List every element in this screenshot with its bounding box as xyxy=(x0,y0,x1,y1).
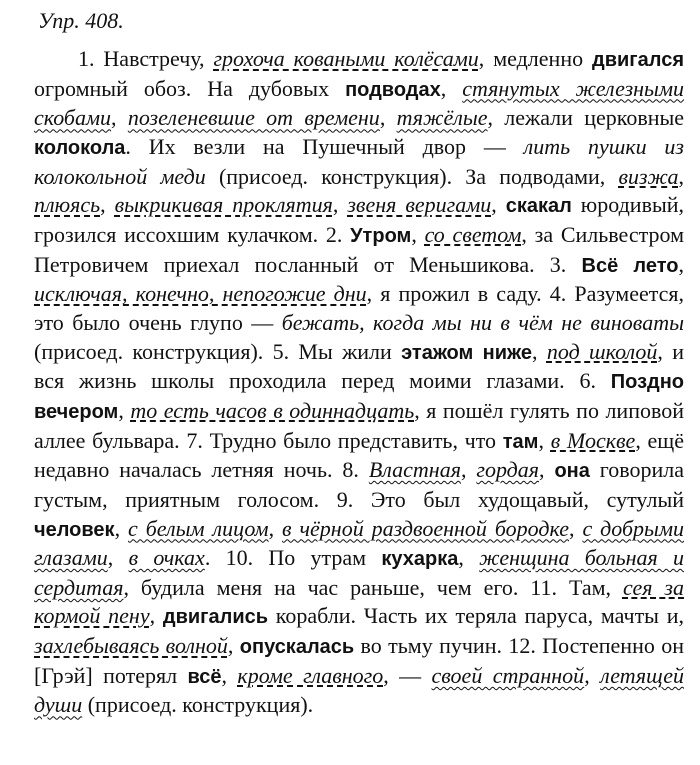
wavy-underlined-phrase: позеленевшие от времени xyxy=(127,105,380,131)
dash-underlined-phrase: под школой xyxy=(546,338,658,364)
text-run: , будила меня на час раньше, чем его. 11. Там, xyxy=(123,574,623,600)
text-run: , xyxy=(227,633,240,659)
dash-underlined-phrase: сея за кормой пену xyxy=(34,574,684,629)
text-run: , лежали церковные xyxy=(487,105,685,131)
text-run: , xyxy=(532,338,547,364)
text-run: , я пошёл гулять по липовой аллее бульвара. 7. Трудно было представить, что xyxy=(34,397,684,453)
text-run: , xyxy=(268,515,283,541)
bold-word: кухарка xyxy=(381,548,459,571)
bold-word: скакал xyxy=(505,195,572,218)
bold-word: опускалась xyxy=(239,636,355,659)
dash-underlined-phrase: выкрикивая проклятия xyxy=(114,192,333,218)
wavy-underlined-phrase: тяжёлые xyxy=(396,105,488,131)
wavy-underlined-phrase: летящей души xyxy=(34,662,684,718)
text-run: , xyxy=(332,192,348,218)
bold-word: всё xyxy=(187,665,222,688)
dash-underlined-phrase: плюясь xyxy=(34,192,101,218)
text-run: во тьму пучин. 12. Постепенно он [Грэй] потерял xyxy=(34,633,684,688)
bold-word: колокола xyxy=(34,136,126,159)
dash-underlined-phrase: захлебываясь волной xyxy=(34,633,228,659)
wavy-underlined-phrase: женщина больная и сердитая xyxy=(34,545,685,600)
dash-underlined-phrase: то есть часов в одиннадцать xyxy=(130,397,415,423)
text-run: , медленно xyxy=(478,46,593,71)
text-run: , xyxy=(118,397,131,423)
text-run: , xyxy=(114,515,129,541)
text-run: , xyxy=(539,457,555,483)
text-run: юродивый, грозился иссохшим кулачком. 2. xyxy=(34,192,685,247)
text-run: . 10. По утрам xyxy=(204,545,382,571)
text-run: , за Сильвестром Петровичем приехал посланный от Меньшикова. 3. xyxy=(34,221,685,277)
text-run: , xyxy=(460,457,477,483)
bold-word: Поздно вечером xyxy=(34,371,684,423)
text-run: , xyxy=(584,662,601,688)
text-run: , я прожил в саду. 4. Разумеется, это было очень глупо — xyxy=(34,281,684,335)
dash-underlined-phrase: звеня веригами xyxy=(347,192,492,218)
text-run: , xyxy=(149,603,163,629)
text-run: , xyxy=(678,163,685,189)
text-run: , xyxy=(411,221,425,247)
bold-word: этажом ниже xyxy=(401,341,533,364)
text-run: корабли. Часть их теряла паруса, мачты и, xyxy=(268,603,684,629)
text-run: , xyxy=(491,192,506,218)
dash-underlined-phrase: со светом xyxy=(424,221,522,247)
text-run: огромный обоз. На дубовых xyxy=(34,75,346,101)
wavy-underlined-phrase: в чёрной раздвоенной бородке xyxy=(282,515,569,541)
text-run: , xyxy=(100,192,115,218)
wavy-underlined-phrase: в очках xyxy=(128,545,205,571)
text-run: , — xyxy=(383,662,432,688)
dash-underlined-phrase: исключая, конечно, непогожие дни xyxy=(34,281,367,307)
text-run: , и вся жизнь школы проходила перед моими глазами. 6. xyxy=(34,338,684,394)
italic-phrase: бежать, когда мы ни в чём не виноваты xyxy=(281,309,684,335)
wavy-underlined-phrase: гордая xyxy=(476,457,540,483)
bold-word: подводах xyxy=(345,78,441,101)
text-run: , xyxy=(568,515,583,541)
text-run: , xyxy=(440,75,463,101)
wavy-underlined-phrase: с белым лицом xyxy=(128,515,269,541)
text-run: , xyxy=(538,427,551,453)
italic-phrase: лить пушки из колокольной меди xyxy=(34,133,685,189)
exercise-title: Упр. 408. xyxy=(38,8,124,33)
dash-underlined-phrase: кроме главного xyxy=(237,662,384,688)
text-run: , xyxy=(111,105,128,131)
text-run: (присоед. конструкция). За подводами, xyxy=(205,163,619,189)
bold-word: там xyxy=(502,430,539,453)
wavy-underlined-phrase: своей странной xyxy=(431,662,585,688)
bold-word: Всё лето xyxy=(581,254,679,277)
text-run: , xyxy=(458,545,480,571)
bold-word: Утром xyxy=(350,224,412,247)
bold-word: двигались xyxy=(162,606,269,629)
text-run: , xyxy=(678,251,684,277)
text-run: . Их везли на Пушечный двор — xyxy=(125,133,524,159)
text-run: (присоед. конструкция). xyxy=(82,692,314,718)
text-run: , xyxy=(379,105,397,131)
text-run: (присоед. конструкция). 5. Мы жили xyxy=(34,338,402,364)
dash-underlined-phrase: визжа xyxy=(618,163,679,189)
text-run: , xyxy=(221,662,238,688)
bold-word: двигался xyxy=(592,49,684,71)
text-run: , ещё недавно началась летняя ночь. 8. xyxy=(34,427,684,483)
exercise-text xyxy=(34,45,684,720)
bold-word: человек xyxy=(34,518,115,541)
wavy-underlined-phrase: Властная xyxy=(368,457,461,483)
wavy-underlined-phrase: с добрыми глазами xyxy=(34,515,684,571)
text-run: , xyxy=(107,545,129,571)
text-run: 1. Навстречу, xyxy=(78,46,214,71)
dash-underlined-phrase: в Москве xyxy=(550,427,636,453)
text-run: говорила густым, приятным голосом. 9. Это был худощавый, сутулый xyxy=(34,457,685,512)
wavy-underlined-phrase: стянутых железными скобами xyxy=(34,75,684,131)
dash-underlined-phrase: грохоча коваными колёсами xyxy=(213,46,479,71)
bold-word: она xyxy=(554,460,590,483)
